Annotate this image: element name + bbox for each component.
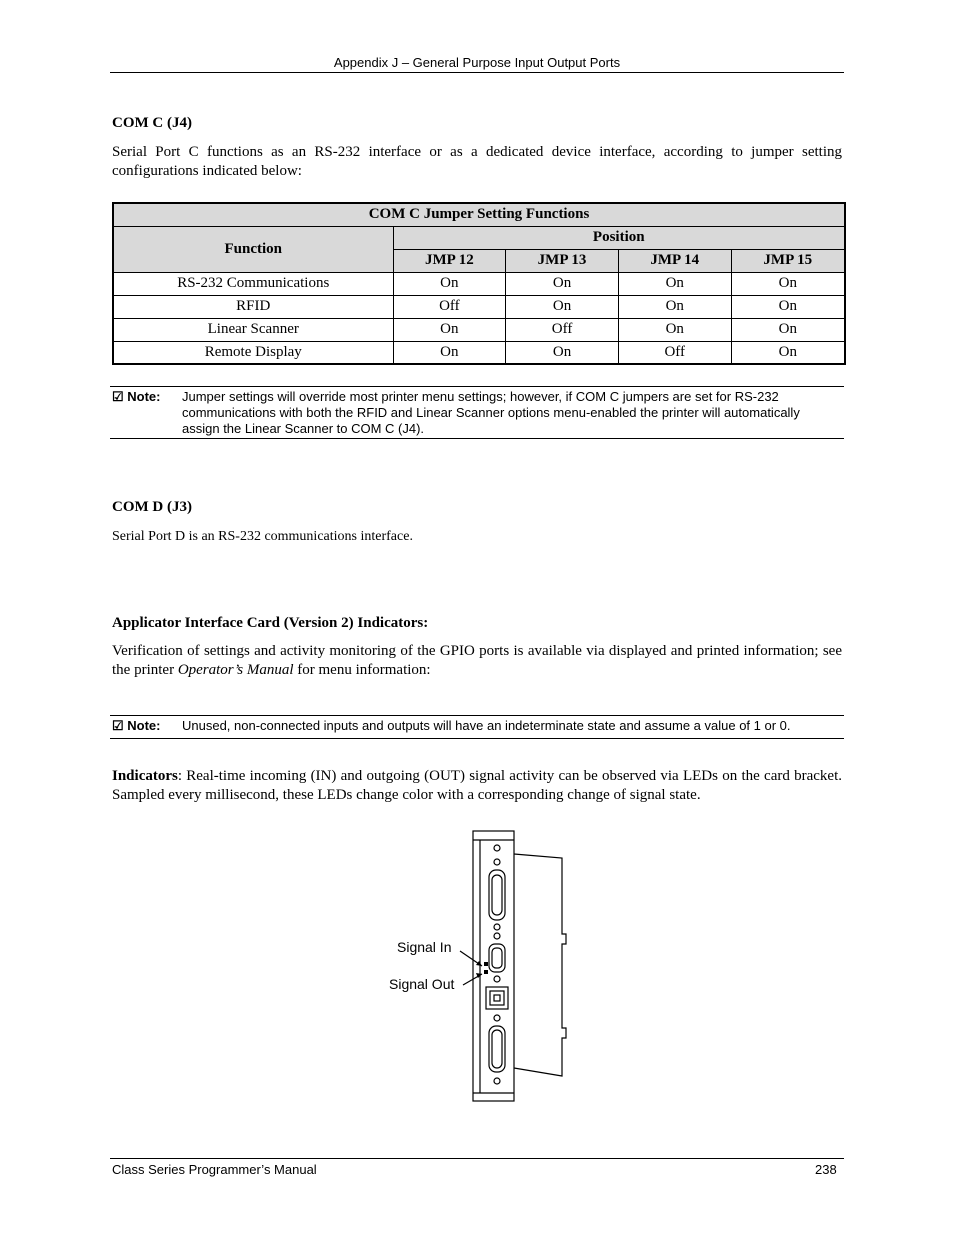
row-function: RS-232 Communications [113, 272, 393, 295]
signal-out-label: Signal Out [389, 976, 455, 992]
position-header: Position [393, 226, 845, 249]
cell: On [393, 318, 506, 341]
column-header: JMP 13 [506, 249, 619, 272]
column-header: JMP 12 [393, 249, 506, 272]
signal-in-label: Signal In [397, 939, 452, 955]
cell: On [618, 295, 731, 318]
note-text: Unused, non-connected inputs and outputs will have an indeterminate state and assume a value of 1 or 0. [182, 718, 791, 733]
table-title: COM C Jumper Setting Functions [113, 203, 845, 226]
row-function: Linear Scanner [113, 318, 393, 341]
com-d-body: Serial Port D is an RS-232 communications interface. [112, 529, 413, 544]
applicator-heading: Applicator Interface Card (Version 2) Indicators: [112, 615, 429, 631]
jumper-table [112, 202, 846, 365]
cell: On [506, 272, 619, 295]
cell: On [731, 318, 845, 341]
cell: On [731, 295, 845, 318]
cell: On [731, 272, 845, 295]
cell: On [393, 341, 506, 364]
header-rule [110, 72, 844, 73]
applicator-body: Verification of settings and activity monitoring of the GPIO ports is available via displayed and printed information; see the printer Operator’s Manual for menu information: [112, 643, 842, 678]
card-bracket-drawing [380, 828, 580, 1104]
com-c-body: Serial Port C functions as an RS-232 interface or as a dedicated device interface, according to jumper setting configurations indicated below: [112, 144, 842, 179]
footer-rule [110, 1158, 844, 1159]
page-header: Appendix J – General Purpose Input Output Ports [333, 55, 621, 70]
cell: On [731, 341, 845, 364]
cell: Off [506, 318, 619, 341]
indicators-body: Indicators: Real-time incoming (IN) and outgoing (OUT) signal activity can be observed via LEDs on the card bracket. Sampled every millisecond, these LEDs change color with a corresponding change of signal state. [112, 768, 842, 803]
com-c-heading: COM C (J4) [112, 115, 192, 131]
table-row [113, 318, 845, 341]
table-row [113, 295, 845, 318]
table-row [113, 272, 845, 295]
cell: On [506, 341, 619, 364]
note-label: ☑ Note: [112, 718, 161, 733]
footer-manual-title: Class Series Programmer’s Manual [112, 1162, 317, 1177]
note-label: ☑ Note: [112, 389, 161, 404]
cell: On [618, 272, 731, 295]
footer-page-number: 238 [815, 1162, 837, 1177]
com-d-heading: COM D (J3) [112, 499, 192, 515]
cell: On [506, 295, 619, 318]
row-function: Remote Display [113, 341, 393, 364]
cell: Off [393, 295, 506, 318]
function-header: Function [113, 226, 393, 272]
note-unused [110, 715, 844, 739]
column-header: JMP 15 [731, 249, 845, 272]
column-header: JMP 14 [618, 249, 731, 272]
cell: On [618, 318, 731, 341]
note-text: Jumper settings will override most printer menu settings; however, if COM C jumpers are set for RS-232 communications with both the RFID and Linear Scanner options menu-enabled the printer will automatically assign the Linear Scanner to COM C (J4). [182, 389, 800, 436]
note-jumper [110, 386, 844, 439]
cell: On [393, 272, 506, 295]
table-row [113, 341, 845, 364]
cell: Off [618, 341, 731, 364]
row-function: RFID [113, 295, 393, 318]
